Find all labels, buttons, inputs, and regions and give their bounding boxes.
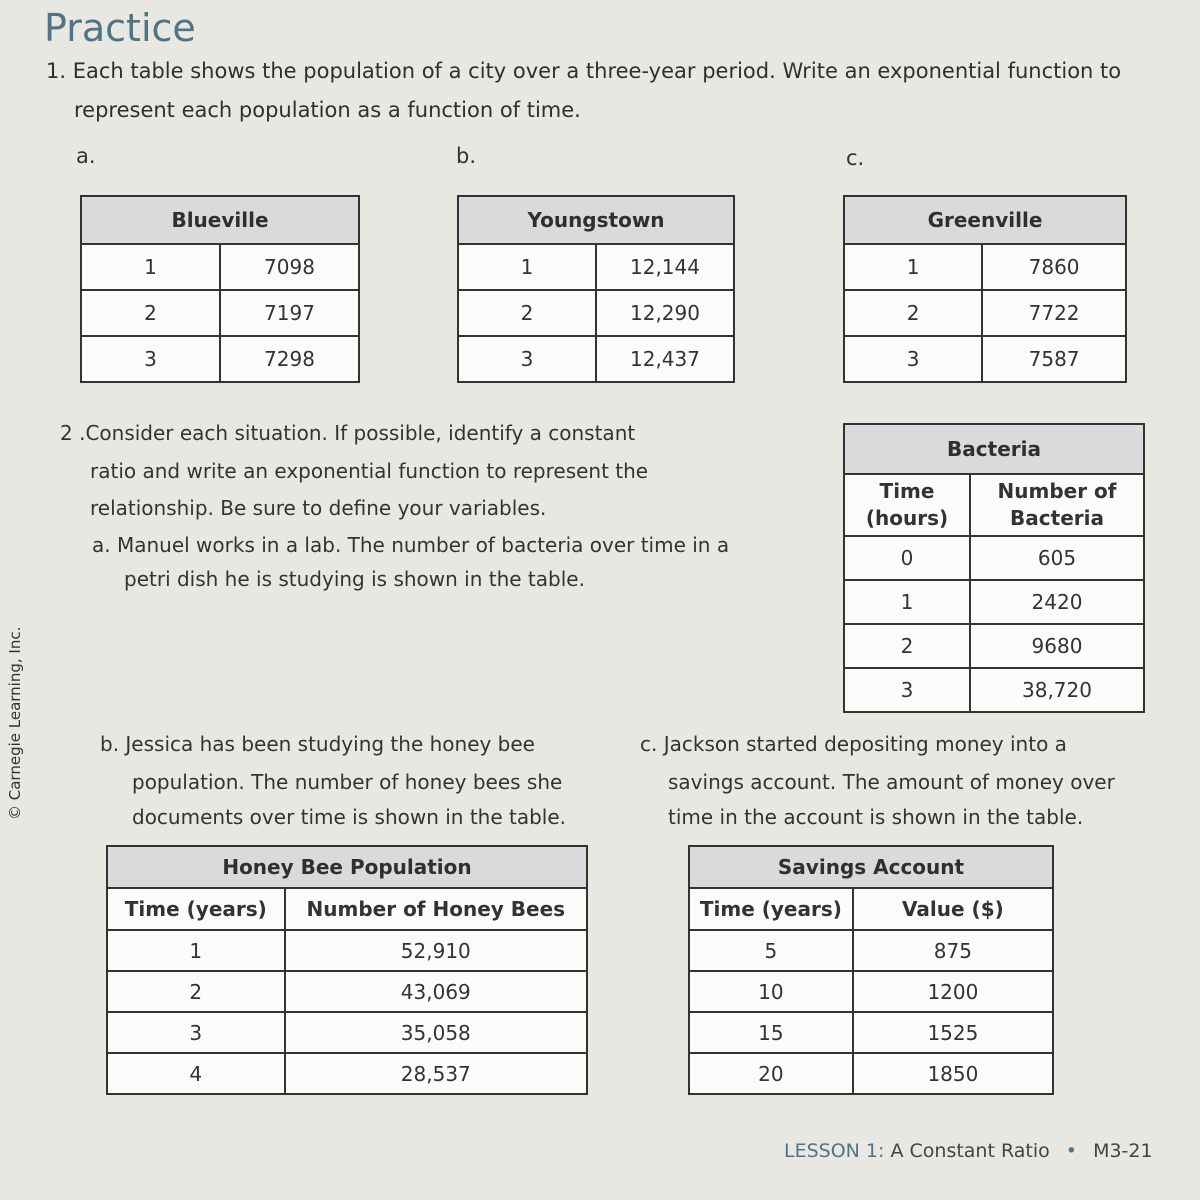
question-1-line-2: represent each population as a function of time. [74,98,581,122]
table-title: Bacteria [844,424,1144,474]
part-b-label: b. [456,144,477,168]
copyright-notice: © Carnegie Learning, Inc. [6,626,24,820]
greenville-table [843,195,1127,383]
table-row: 4 28,537 [107,1053,587,1094]
question-2b-line-1: b. Jessica has been studying the honey bee [100,732,535,756]
footer-separator: • [1065,1140,1078,1162]
part-c-label: c. [846,146,865,170]
question-2b-line-2: population. The number of honey bees she [132,770,563,794]
question-2c-line-2: savings account. The amount of money over [668,770,1115,794]
blueville-table [80,195,360,383]
question-2a-line-1: a. Manuel works in a lab. The number of bacteria over time in a [92,533,730,557]
question-2-line-2: ratio and write an exponential function to represent the [90,459,649,483]
table-row: 2 43,069 [107,971,587,1012]
table-row: 1 52,910 [107,930,587,971]
table-title: Greenville [844,196,1126,244]
table-row: 3 12,437 [458,336,734,382]
table-title: Honey Bee Population [107,846,587,888]
table-row: 5 875 [689,930,1053,971]
column-header: Value ($) [853,888,1053,930]
honey-bee-table [106,845,588,1095]
table-title: Savings Account [689,846,1053,888]
footer-title: A Constant Ratio [890,1140,1050,1162]
bacteria-table [843,423,1145,713]
question-2c-line-3: time in the account is shown in the table. [668,805,1084,829]
table-row: 1 2420 [844,580,1144,624]
page-footer [784,1140,1153,1162]
table-row: 0 605 [844,536,1144,580]
table-row: 3 7298 [81,336,359,382]
table-row: 10 1200 [689,971,1053,1012]
footer-page-number: M3-21 [1093,1140,1153,1162]
table-title: Blueville [81,196,359,244]
footer-lesson: LESSON 1: [784,1140,885,1162]
page-title: Practice [44,6,196,50]
column-header: Time (years) [107,888,285,930]
table-row: 2 7722 [844,290,1126,336]
table-title: Youngstown [458,196,734,244]
table-row: 1 7860 [844,244,1126,290]
table-row: 2 7197 [81,290,359,336]
question-2c-line-1: c. Jackson started depositing money into a [640,732,1067,756]
question-1-line-1: 1. Each table shows the population of a city over a three-year period. Write an exponential function to [46,59,1122,83]
question-2b-line-3: documents over time is shown in the table. [132,805,567,829]
column-header: Number of Bacteria [970,474,1144,536]
table-row: 1 12,144 [458,244,734,290]
table-row: 3 35,058 [107,1012,587,1053]
table-row: 20 1850 [689,1053,1053,1094]
column-header: Time (hours) [844,474,970,536]
table-row: 3 7587 [844,336,1126,382]
part-a-label: a. [76,144,96,168]
table-row: 1 7098 [81,244,359,290]
question-2-line-1: 2 .Consider each situation. If possible, identify a constant [60,421,636,445]
question-2-line-3: relationship. Be sure to define your variables. [90,496,547,520]
table-row: 2 12,290 [458,290,734,336]
table-row: 2 9680 [844,624,1144,668]
table-row: 3 38,720 [844,668,1144,712]
table-row: 15 1525 [689,1012,1053,1053]
savings-account-table [688,845,1054,1095]
column-header: Number of Honey Bees [285,888,587,930]
youngstown-table [457,195,735,383]
column-header: Time (years) [689,888,853,930]
question-2a-line-2: petri dish he is studying is shown in the table. [124,567,585,591]
